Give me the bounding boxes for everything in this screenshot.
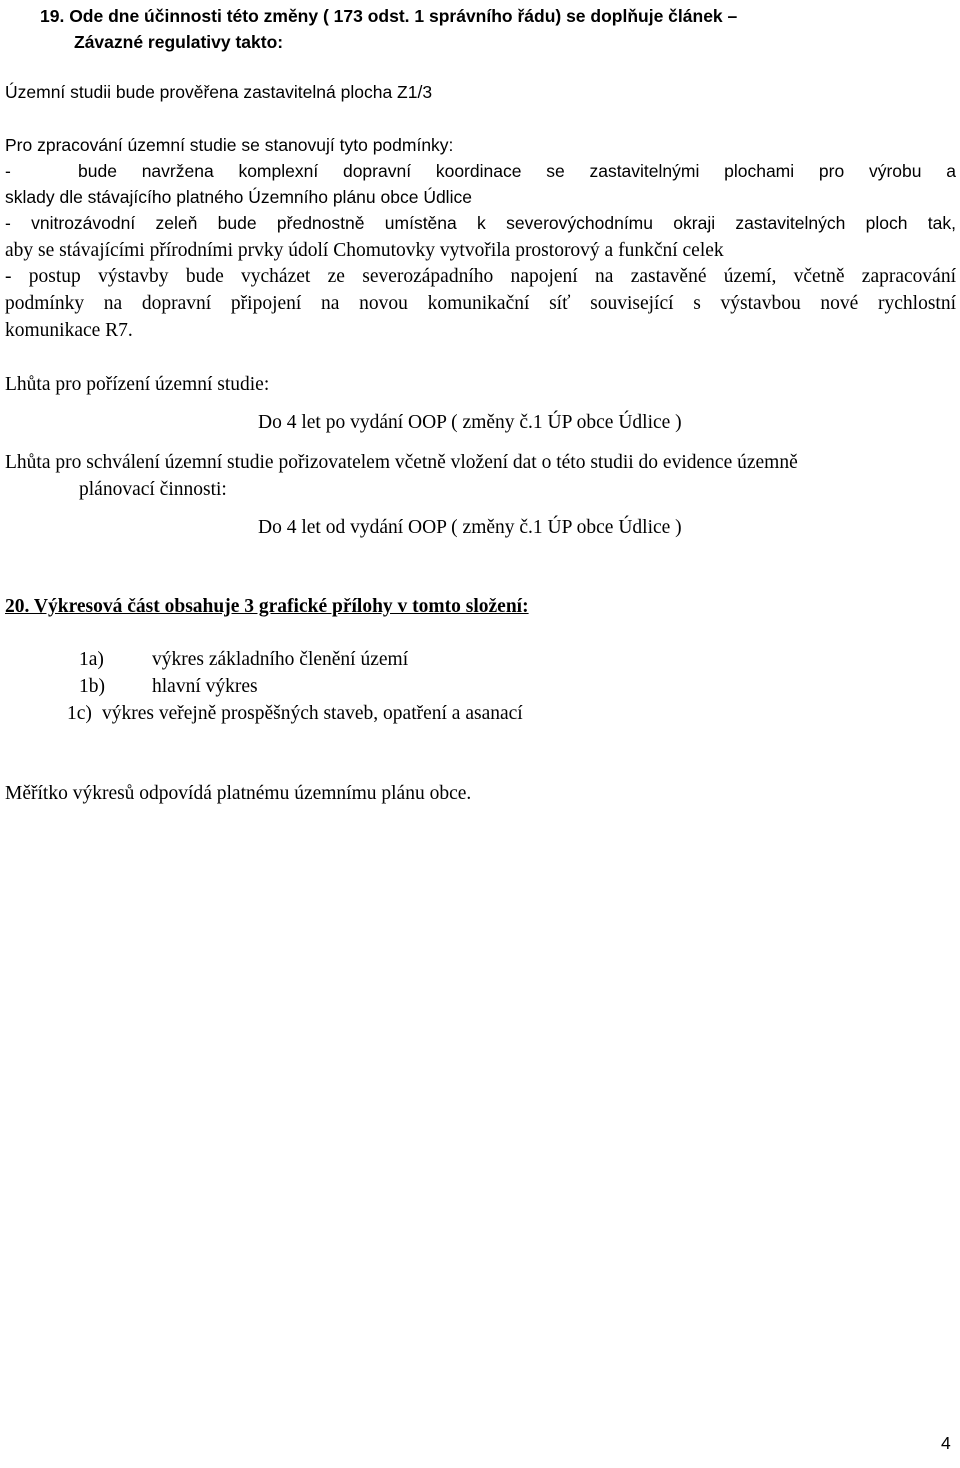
condition-3-line3: komunikace R7. bbox=[5, 320, 133, 341]
study-scope: Územní studii bude prověřena zastavitelná plocha Z1/3 bbox=[5, 82, 433, 102]
condition-3-line2: podmínky na dopravní připojení na novou komunikační síť související s výstavbou nové rychlostní bbox=[5, 293, 956, 314]
heading-19-line1: 19. Ode dne účinnosti této změny ( 173 odst. 1 správního řádu) se doplňuje článek – bbox=[40, 6, 738, 26]
condition-1-dash: - bbox=[5, 161, 11, 181]
condition-2-line2: aby se stávajícími přírodními prvky údolí Chomutovky vytvořila prostorový a funkční celek bbox=[5, 240, 724, 261]
condition-1-line2: sklady dle stávajícího platného Územního plánu obce Údlice bbox=[5, 187, 472, 207]
drawing-code: 1a) bbox=[79, 649, 104, 670]
drawing-title: hlavní výkres bbox=[152, 676, 258, 697]
heading-19-line2: Závazné regulativy takto: bbox=[74, 32, 284, 52]
condition-1-line1: bude navržena komplexní dopravní koordinace se zastavitelnými plochami pro výrobu a bbox=[78, 161, 956, 181]
condition-3-line1: - postup výstavby bude vycházet ze severozápadního napojení na zastavěné území, včetně zapracování bbox=[5, 266, 956, 287]
condition-2-line1: - vnitrozávodní zeleň bude přednostně umístěna k severovýchodnímu okraji zastavitelných ploch tak, bbox=[5, 213, 956, 233]
drawing-title: výkres veřejně prospěšných staveb, opatření a asanací bbox=[102, 703, 523, 724]
drawing-code: 1b) bbox=[79, 676, 105, 697]
deadline-approve-label-line2: plánovací činnosti: bbox=[79, 479, 227, 500]
deadline-acquire-value: Do 4 let po vydání OOP ( změny č.1 ÚP obce Údlice ) bbox=[258, 412, 682, 433]
deadline-approve-value: Do 4 let od vydání OOP ( změny č.1 ÚP obce Údlice ) bbox=[258, 517, 682, 538]
conditions-intro: Pro zpracování územní studie se stanovují tyto podmínky: bbox=[5, 135, 454, 155]
deadline-approve-label-line1: Lhůta pro schválení územní studie pořizovatelem včetně vložení dat o této studii do evidence územně bbox=[5, 452, 798, 473]
scale-note: Měřítko výkresů odpovídá platnému územnímu plánu obce. bbox=[5, 783, 472, 804]
deadline-acquire-label: Lhůta pro pořízení územní studie: bbox=[5, 374, 270, 395]
page-number: 4 bbox=[941, 1433, 951, 1453]
heading-20: 20. Výkresová část obsahuje 3 grafické přílohy v tomto složení: bbox=[5, 596, 529, 617]
drawing-title: výkres základního členění území bbox=[152, 649, 409, 670]
drawing-code: 1c) bbox=[67, 703, 92, 724]
